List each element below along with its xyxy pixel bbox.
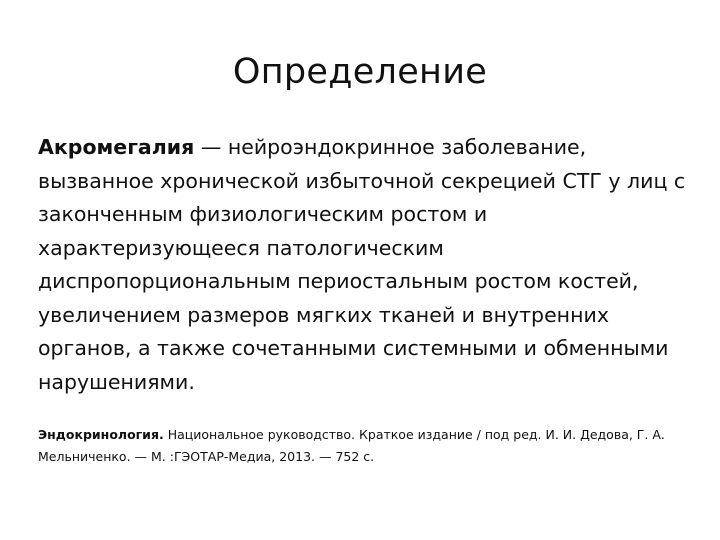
definition-text: — нейроэндокринное заболевание, вызванное хронической избыточной секрецией СТГ у лиц с законченным физиологическим ростом и характеризующееся патологическим диспропорциональным периостальным ростом костей, увеличением размеров мягких тканей и внутренних органов, а также сочетанными системными и обменными нарушениями. (38, 135, 686, 394)
reference-citation (38, 424, 683, 468)
slide-title: Определение (232, 52, 488, 92)
definition-paragraph (38, 131, 688, 399)
reference-title: Эндокринология. (38, 427, 164, 442)
reference-text: Национальное руководство. Краткое издание / под ред. И. И. Дедова, Г. А. Мельниченко. — М. :ГЭОТАР-Медиа, 2013. — 752 с. (38, 427, 665, 464)
definition-term: Акромегалия (38, 135, 195, 159)
